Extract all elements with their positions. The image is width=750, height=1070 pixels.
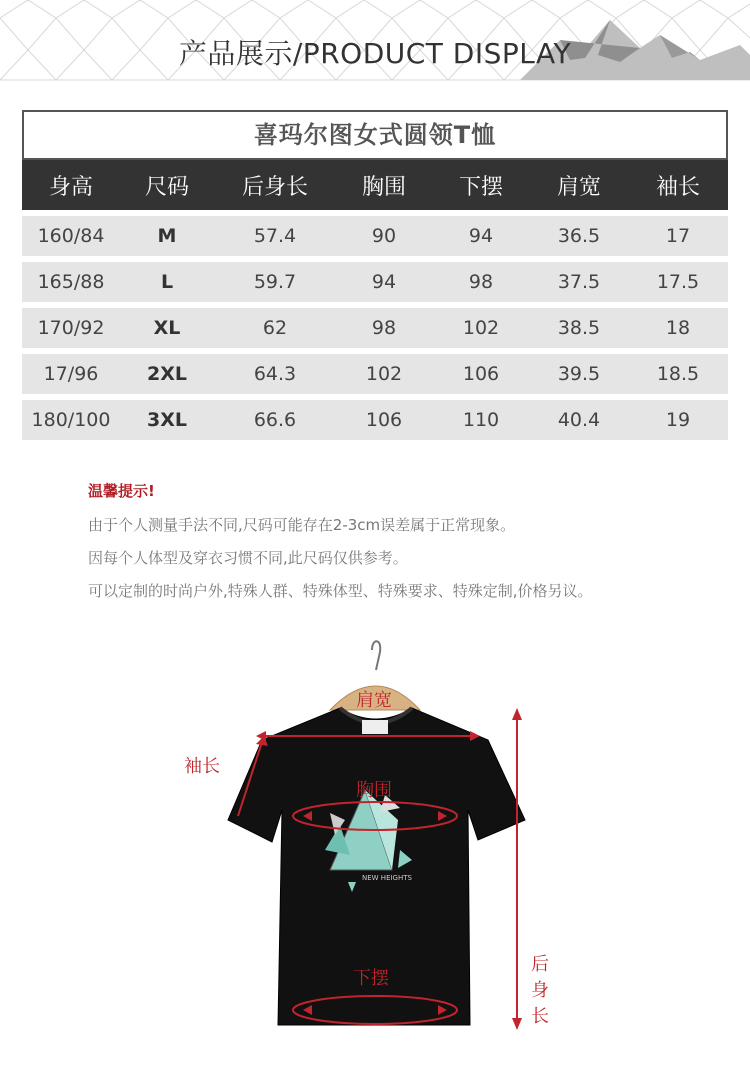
table-header-row (22, 160, 728, 210)
size-table (22, 160, 728, 440)
page-header (0, 0, 750, 100)
cell-chest: 102 (365, 363, 403, 385)
cell-hem: 106 (462, 363, 500, 385)
table-row (22, 216, 728, 256)
tips-line: 由于个人测量手法不同,尺码可能存在2-3cm误差属于正常现象。 (88, 516, 516, 534)
cell-size: 3XL (147, 409, 187, 431)
tips-section (88, 480, 593, 614)
back-length-label (530, 952, 550, 1030)
cell-hem: 94 (468, 225, 494, 247)
cell-sleeve: 18 (665, 317, 691, 339)
header-size: 尺码 (144, 174, 189, 200)
cell-size: L (160, 271, 174, 293)
product-title: 喜玛尔图女式圆领T恤 (22, 110, 728, 160)
cell-size: XL (153, 317, 181, 339)
cell-size: M (157, 225, 177, 247)
cell-back-length: 62 (262, 317, 288, 339)
cell-sleeve: 18.5 (656, 363, 700, 385)
cell-size: 2XL (147, 363, 187, 385)
header-shoulder: 肩宽 (556, 174, 601, 200)
cell-back-length: 57.4 (253, 225, 297, 247)
tips-title: 温馨提示! (88, 482, 155, 500)
chest-label: 胸围 (356, 780, 392, 801)
cell-shoulder: 37.5 (557, 271, 601, 293)
cell-height: 17/96 (43, 363, 99, 385)
back-length-char: 长 (531, 1006, 549, 1027)
cell-back-length: 59.7 (253, 271, 297, 293)
tips-line: 可以定制的时尚户外,特殊人群、特殊体型、特殊要求、特殊定制,价格另议。 (88, 582, 593, 600)
cell-sleeve: 17 (665, 225, 691, 247)
cell-back-length: 64.3 (253, 363, 297, 385)
measurement-diagram (0, 620, 750, 1066)
cell-height: 170/92 (37, 317, 105, 339)
cell-hem: 110 (462, 409, 500, 431)
cell-chest: 94 (371, 271, 397, 293)
cell-hem: 98 (468, 271, 494, 293)
shoulder-label: 肩宽 (356, 690, 392, 711)
print-text: NEW HEIGHTS (362, 874, 412, 882)
cell-height: 165/88 (37, 271, 105, 293)
cell-chest: 106 (365, 409, 403, 431)
cell-back-length: 66.6 (253, 409, 297, 431)
cell-height: 180/100 (31, 409, 111, 431)
table-row (22, 354, 728, 394)
cell-chest: 98 (371, 317, 397, 339)
header-hem: 下摆 (458, 174, 503, 200)
cell-chest: 90 (371, 225, 397, 247)
header-back-length: 后身长 (241, 174, 308, 200)
page-title: 产品展示/PRODUCT DISPLAY (178, 37, 572, 70)
sleeve-label: 袖长 (184, 756, 220, 777)
table-row (22, 400, 728, 440)
header-sleeve: 袖长 (655, 174, 700, 200)
cell-hem: 102 (462, 317, 500, 339)
back-length-char: 后 (531, 954, 549, 975)
header-chest: 胸围 (361, 174, 406, 200)
label-tag-icon (362, 720, 388, 734)
table-row (22, 308, 728, 348)
hem-label: 下摆 (353, 968, 389, 989)
table-row (22, 262, 728, 302)
cell-sleeve: 17.5 (656, 271, 700, 293)
cell-shoulder: 38.5 (557, 317, 601, 339)
cell-height: 160/84 (37, 225, 105, 247)
cell-shoulder: 36.5 (557, 225, 601, 247)
header-height: 身高 (48, 174, 93, 200)
cell-sleeve: 19 (665, 409, 691, 431)
back-length-char: 身 (531, 980, 549, 1001)
cell-shoulder: 39.5 (557, 363, 601, 385)
cell-shoulder: 40.4 (557, 409, 601, 431)
tips-line: 因每个人体型及穿衣习惯不同,此尺码仅供参考。 (88, 549, 408, 567)
